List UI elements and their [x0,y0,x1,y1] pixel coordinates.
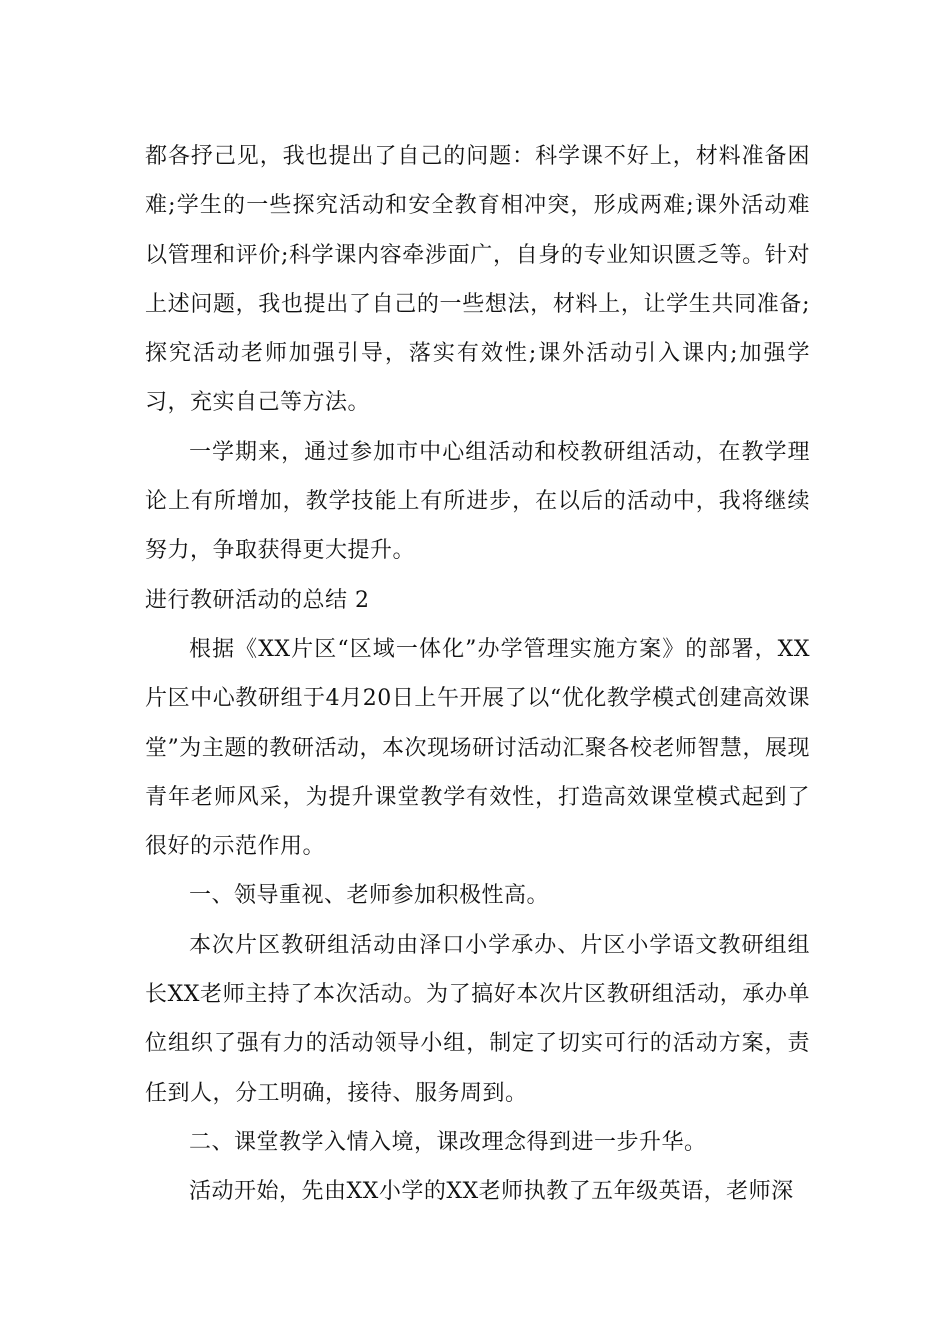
subheading-classroom: 二、课堂教学入情入境，课改理念得到进一步升华。 [189,1129,707,1155]
paragraph-activity-start: 活动开始，先由XX小学的XX老师执教了五年级英语，老师深 [189,1179,794,1205]
paragraph-continuation: 都各抒己见，我也提出了自己的问题：科学课不好上，材料准备困难;学生的一些探究活动和安全教育相冲突，形成两难;课外活动难以管理和评价;科学课内容牵涉面广，自身的专业知识匮乏等。针对上述问题，我也提出了自己的一些想法，材料上，让学生共同准备;探究活动老师加强引导，落实有效性;课外活动引入课内;加强学习，充实自己等方法。 [145,144,810,416]
section-heading: 进行教研活动的总结 2 [145,587,370,613]
subheading-leadership: 一、领导重视、老师参加积极性高。 [189,883,550,909]
paragraph-semester-summary: 一学期来，通过参加市中心组活动和校教研组活动，在教学理论上有所增加，教学技能上有所进步，在以后的活动中，我将继续努力，争取获得更大提升。 [145,439,810,564]
paragraph-intro: 根据《XX片区“区域一体化”办学管理实施方案》的部署，XX片区中心教研组于4月20日上午开展了以“优化教学模式创建高效课堂”为主题的教研活动，本次现场研讨活动汇聚各校老师智慧，展现青年老师风采，为提升课堂教学有效性，打造高效课堂模式起到了很好的示范作用。 [145,636,810,860]
paragraph-organization: 本次片区教研组活动由泽口小学承办、片区小学语文教研组组长XX老师主持了本次活动。为了搞好本次片区教研组活动，承办单位组织了强有力的活动领导小组，制定了切实可行的活动方案，责任到人，分工明确，接待、服务周到。 [145,932,810,1106]
document-body [145,132,810,1217]
